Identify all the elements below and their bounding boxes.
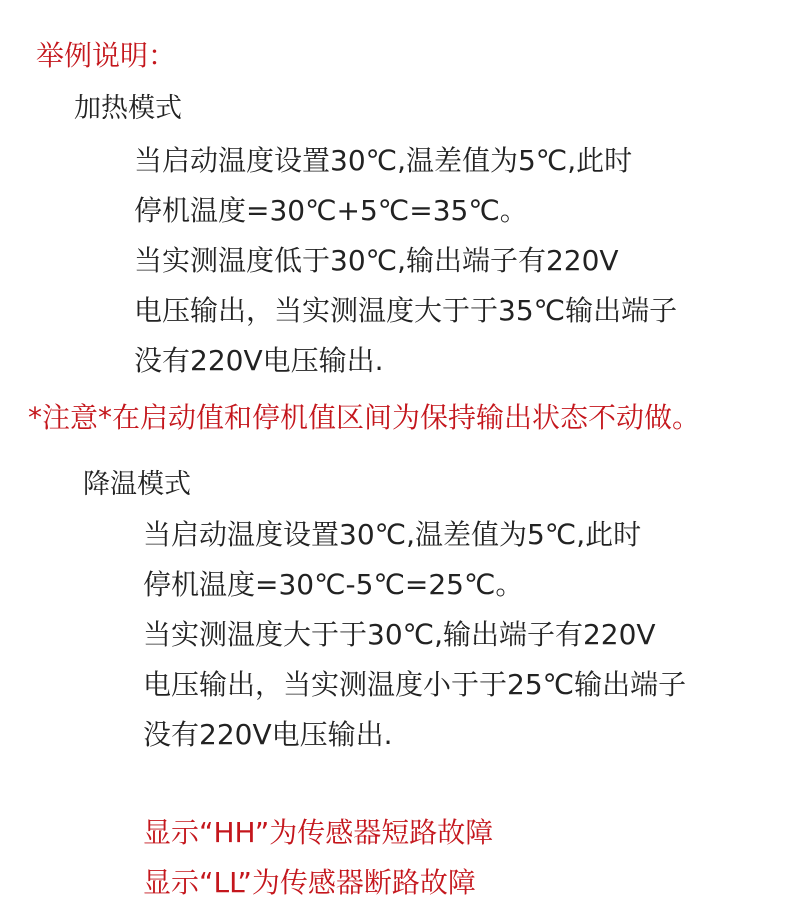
cooling-mode-title: 降温模式 [83,469,191,500]
cooling-line-3: 当实测温度大于于30℃,输出端子有220V [143,618,656,651]
heating-mode-title: 加热模式 [74,93,182,124]
heating-line-2: 停机温度=30℃+5℃=35℃。 [134,194,528,227]
heating-line-3: 当实测温度低于30℃,输出端子有220V [134,244,619,277]
cooling-line-5: 没有220V电压输出. [143,718,393,751]
fault-ll-line: 显示“LL”为传感器断路故障 [143,866,476,899]
heating-line-1: 当启动温度设置30℃,温差值为5℃,此时 [134,144,633,177]
example-heading: 举例说明： [36,39,177,72]
hysteresis-note: *注意*在启动值和停机值区间为保持输出状态不动做。 [28,401,701,434]
heating-line-4: 电压输出，当实测温度大于于35℃输出端子 [134,294,678,327]
fault-hh-line: 显示“HH”为传感器短路故障 [143,816,494,849]
cooling-line-1: 当启动温度设置30℃,温差值为5℃,此时 [143,518,642,551]
heating-line-5: 没有220V电压输出. [134,344,384,377]
cooling-line-2: 停机温度=30℃-5℃=25℃。 [143,568,524,601]
cooling-line-4: 电压输出，当实测温度小于于25℃输出端子 [143,668,687,701]
